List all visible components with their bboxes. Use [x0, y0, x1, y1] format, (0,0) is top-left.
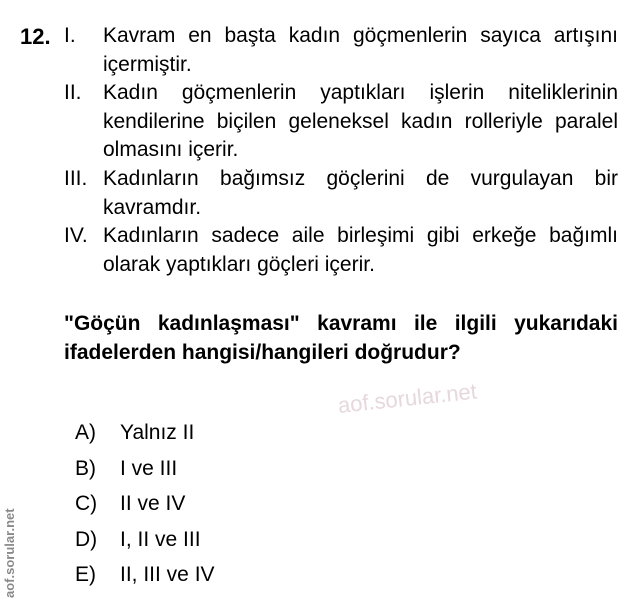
option-letter: D): [75, 527, 98, 551]
statement-item: [64, 222, 618, 279]
answer-option-b[interactable]: [75, 454, 215, 490]
statement-numeral: IV.: [64, 224, 88, 248]
option-letter: B): [75, 456, 96, 480]
option-letter: E): [75, 563, 96, 586]
option-text: II, III ve IV: [120, 563, 215, 586]
option-text: I, II ve III: [120, 527, 201, 551]
statement-numeral: III.: [64, 166, 88, 190]
statement-text: Kavram en başta kadın göçmenlerin sayıca artışını içermiştir.: [103, 24, 618, 76]
answer-option-a[interactable]: [75, 418, 215, 454]
question-number: 12.: [20, 24, 51, 49]
statement-item: [64, 22, 618, 79]
watermark: aof.sorular.net: [336, 378, 478, 418]
answer-options: [75, 418, 215, 596]
answer-option-d[interactable]: [75, 525, 215, 561]
answer-option-c[interactable]: [75, 489, 215, 525]
statement-text: Kadın göçmenlerin yaptıkları işlerin niteliklerinin kendilerine biçilen geleneksel kadın rolleriyle paralel olmasını içerir.: [103, 81, 618, 162]
statement-item: [64, 79, 618, 165]
option-text: I ve III: [120, 456, 178, 480]
answer-option-e[interactable]: [75, 560, 215, 596]
statement-item: [64, 165, 618, 222]
question-stem: "Göçün kadınlaşması" kavramı ile ilgili yukarıdaki ifadelerden hangisi/hangileri doğrudur?: [64, 312, 618, 364]
statement-text: Kadınların sadece aile birleşimi gibi erkeğe bağımlı olarak yaptıkları göçleri içerir.: [103, 224, 618, 276]
option-letter: A): [75, 421, 96, 444]
side-watermark: aof.sorular.net: [2, 508, 17, 598]
statement-list: [64, 22, 618, 279]
option-text: Yalnız II: [120, 421, 195, 444]
statement-numeral: II.: [64, 81, 82, 105]
option-text: II ve IV: [120, 492, 186, 515]
statement-text: Kadınların bağımsız göçlerini de vurgulayan bir kavramdır.: [103, 166, 618, 219]
statement-numeral: I.: [64, 24, 76, 47]
option-letter: C): [75, 492, 98, 515]
